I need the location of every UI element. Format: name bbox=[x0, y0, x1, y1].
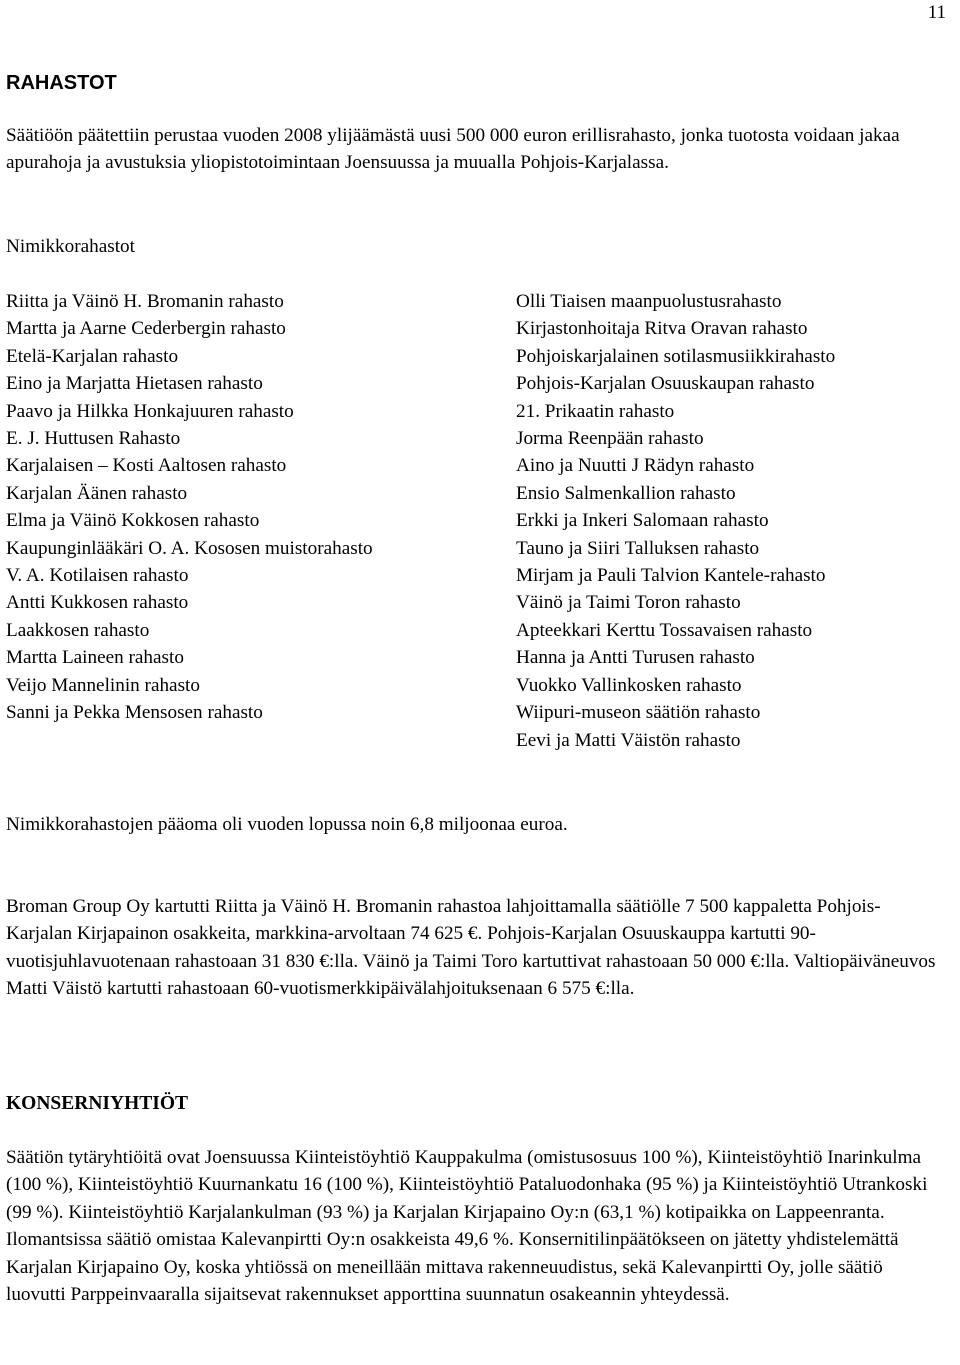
fund-list-left bbox=[6, 288, 376, 727]
fund-item: Aino ja Nuutti J Rädyn rahasto bbox=[516, 455, 755, 477]
fund-list-right bbox=[516, 288, 956, 754]
fund-item: Kirjastonhoitaja Ritva Oravan rahasto bbox=[516, 318, 808, 340]
nimikkorahastot-subheading: Nimikkorahastot bbox=[6, 236, 135, 257]
fund-item: Eevi ja Matti Väistön rahasto bbox=[516, 729, 741, 751]
fund-item: Jorma Reenpään rahasto bbox=[516, 428, 704, 450]
fund-item: Elma ja Väinö Kokkosen rahasto bbox=[6, 510, 260, 532]
fund-item: Pohjoiskarjalainen sotilasmusiikkirahasto bbox=[516, 345, 836, 367]
fund-item: Antti Kukkosen rahasto bbox=[6, 592, 189, 614]
fund-item: Riitta ja Väinö H. Bromanin rahasto bbox=[6, 291, 284, 312]
fund-item: Tauno ja Siiri Talluksen rahasto bbox=[516, 537, 760, 559]
fund-item: Martta ja Aarne Cederbergin rahasto bbox=[6, 318, 286, 340]
fund-item: E. J. Huttusen Rahasto bbox=[6, 428, 181, 450]
rahastot-intro: Säätiöön päätettiin perustaa vuoden 2008 ylijäämästä uusi 500 000 euron erillisrahasto, jonka tuotosta voidaan jakaa apurahoja ja avustuksia yliopistotoimintaan Joensuussa ja muualla Pohjois-Karjalassa. bbox=[6, 125, 900, 174]
page-number: 11 bbox=[927, 2, 946, 23]
fund-item: Apteekkari Kerttu Tossavaisen rahasto bbox=[516, 619, 813, 641]
capital-note: Nimikkorahastojen pääoma oli vuoden lopussa noin 6,8 miljoonaa euroa. bbox=[6, 814, 568, 835]
fund-item: Veijo Mannelinin rahasto bbox=[6, 674, 200, 696]
fund-item: Pohjois-Karjalan Osuuskaupan rahasto bbox=[516, 373, 815, 395]
fund-item: Mirjam ja Pauli Talvion Kantele-rahasto bbox=[516, 565, 826, 587]
fund-item: Kaupunginlääkäri O. A. Kososen muistorahasto bbox=[6, 537, 373, 559]
fund-item: Sanni ja Pekka Mensosen rahasto bbox=[6, 702, 263, 724]
fund-item: V. A. Kotilaisen rahasto bbox=[6, 565, 189, 587]
donations-paragraph: Broman Group Oy kartutti Riitta ja Väinö H. Bromanin rahastoa lahjoittamalla säätiölle 7 500 kappaletta Pohjois-Karjalan Kirjapainon osakkeita, markkina-arvoltaan 74 625 €. Pohjois-Karjalan Osuuskauppa kartutti 90-vuotisjuhlavuotenaan rahastoaan 31 830 €:lla. Väinö ja Taimi Toro kartuttivat rahastoaan 50 000 €:lla. Valtiopäiväneuvos Matti Väistö kartutti rahastoaan 60-vuotismerkkipäivälahjoituksenaan 6 575 €:lla. bbox=[6, 896, 936, 1000]
fund-item: Eino ja Marjatta Hietasen rahasto bbox=[6, 373, 263, 395]
section-heading-rahastot: RAHASTOT bbox=[6, 72, 117, 94]
fund-item: Paavo ja Hilkka Honkajuuren rahasto bbox=[6, 400, 294, 422]
section-heading-konserniyhtiot: KONSERNIYHTIÖT bbox=[6, 1093, 189, 1114]
fund-item: Ensio Salmenkallion rahasto bbox=[516, 482, 736, 504]
fund-item: Olli Tiaisen maanpuolustusrahasto bbox=[516, 291, 782, 312]
fund-item: Karjalaisen – Kosti Aaltosen rahasto bbox=[6, 455, 287, 477]
fund-item: Martta Laineen rahasto bbox=[6, 647, 184, 669]
fund-item: Väinö ja Taimi Toron rahasto bbox=[516, 592, 741, 614]
fund-item: 21. Prikaatin rahasto bbox=[516, 400, 675, 422]
fund-item: Laakkosen rahasto bbox=[6, 619, 150, 641]
fund-item: Etelä-Karjalan rahasto bbox=[6, 345, 179, 367]
fund-item: Karjalan Äänen rahasto bbox=[6, 482, 188, 504]
fund-item: Hanna ja Antti Turusen rahasto bbox=[516, 647, 755, 669]
konserniyhtiot-paragraph: Säätiön tytäryhtiöitä ovat Joensuussa Kiinteistöyhtiö Kauppakulma (omistusosuus 100 %), Kiinteistöyhtiö Inarinkulma (100 %), Kiinteistöyhtiö Kuurnankatu 16 (100 %), Kiinteistöyhtiö Pataluodonhaka (95 %) ja Kiinteistöyhtiö Utrankoski (99 %). Kiinteistöyhtiö Karjalankulman (93 %) ja Karjalan Kirjapaino Oy:n (63,1 %) kotipaikka on Lappeenranta. Ilomantsissa säätiö omistaa Kalevanpirtti Oy:n osakkeista 49,6 %. Konsernitilinpäätökseen on jätetty yhdistelemättä Karjalan Kirjapaino Oy, koska yhtiössä on meneillään mittava rakenneuudistus, sekä Kalevanpirtti Oy, jolle säätiö luovutti Parppeinvaaralla sijaitsevat rakennukset apporttina suunnatun osakeannin yhteydessä. bbox=[6, 1147, 928, 1306]
fund-item: Wiipuri-museon säätiön rahasto bbox=[516, 702, 761, 724]
fund-item: Erkki ja Inkeri Salomaan rahasto bbox=[516, 510, 769, 532]
fund-item: Vuokko Vallinkosken rahasto bbox=[516, 674, 742, 696]
